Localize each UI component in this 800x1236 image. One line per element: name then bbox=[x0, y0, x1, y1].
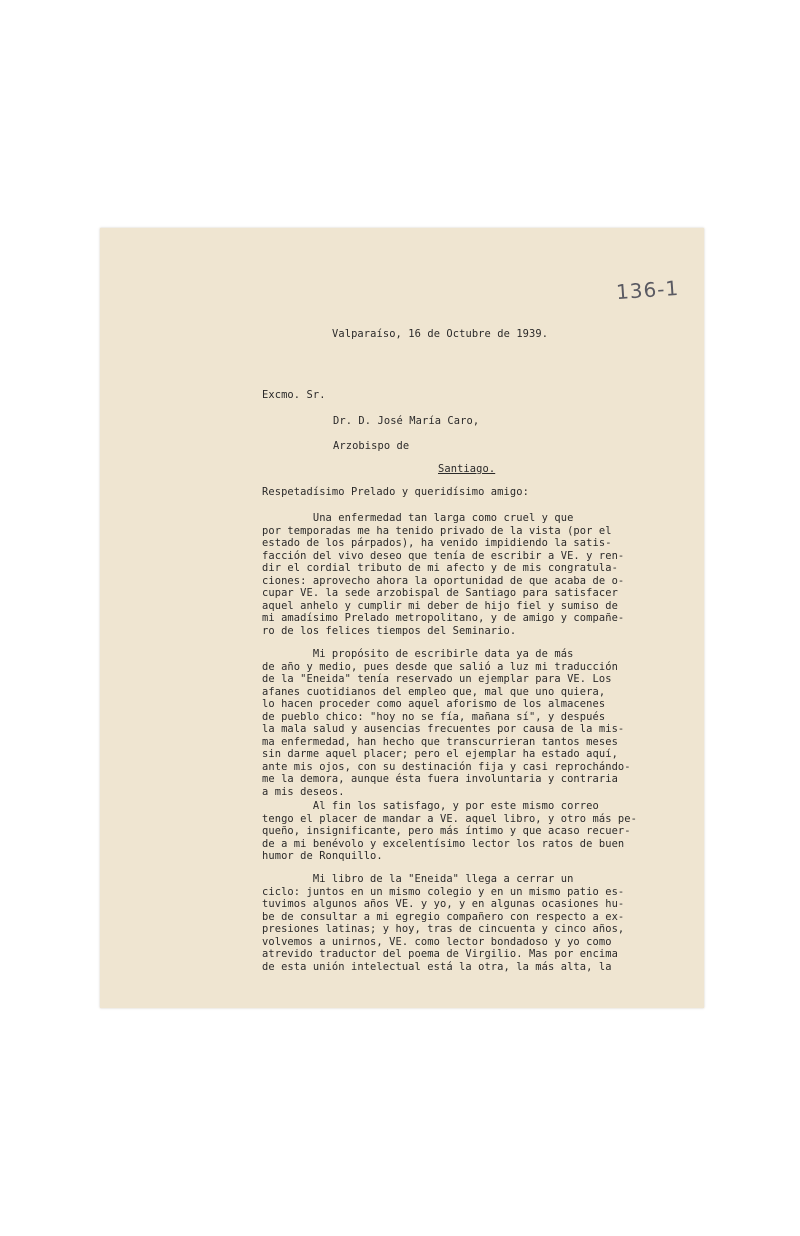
text-line: ante mis ojos, con su destinación fija y casi reprochándo- bbox=[262, 760, 631, 773]
paragraph-2 bbox=[262, 648, 631, 798]
text-line: tuvimos algunos años VE. y yo, y en algunas ocasiones hu- bbox=[262, 898, 625, 910]
text-line: afanes cuotidianos del empleo que, mal que uno quiera, bbox=[262, 685, 606, 698]
text-line: de la "Eneida" tenía reservado un ejemplar para VE. Los bbox=[262, 673, 612, 685]
text-line: facción del vivo deseo que tenía de escribir a VE. y ren- bbox=[262, 549, 625, 562]
text-line: cupar VE. la sede arzobispal de Santiago para satisfacer bbox=[262, 587, 618, 599]
text-line: sin darme aquel placer; pero el ejemplar ha estado aquí, bbox=[262, 748, 618, 760]
text-line: queño, insignificante, pero más íntimo y que acaso recuer- bbox=[262, 825, 631, 837]
paragraph-4 bbox=[262, 873, 624, 973]
text-line: de a mi benévolo y excelentísimo lector los ratos de buen bbox=[262, 837, 625, 850]
text-line: Al fin los satisfago, y por este mismo correo bbox=[262, 800, 599, 812]
text-line: mi amadísimo Prelado metropolitano, y de amigo y compañe- bbox=[262, 612, 625, 624]
text-line: de esta unión intelectual está la otra, la más alta, la bbox=[262, 960, 612, 973]
text-line: tengo el placer de mandar a VE. aquel libro, y otro más pe- bbox=[262, 812, 637, 825]
date-line: Valparaíso, 16 de Octubre de 1939. bbox=[332, 328, 549, 340]
text-line: la mala salud y ausencias frecuentes por causa de la mis- bbox=[262, 723, 625, 735]
text-line: atrevido traductor del poema de Virgilio. Mas por encima bbox=[262, 948, 618, 960]
text-line: volvemos a unirnos, VE. como lector bondadoso y yo como bbox=[262, 935, 612, 948]
text-line: por temporadas me ha tenido privado de la vista (por el bbox=[262, 524, 612, 537]
recipient-name: Dr. D. José María Caro, bbox=[333, 415, 480, 427]
text-line: Una enfermedad tan larga como cruel y que bbox=[262, 512, 574, 524]
recipient-city: Santiago. bbox=[438, 463, 496, 475]
text-line: presiones latinas; y hoy, tras de cincuenta y cinco años, bbox=[262, 923, 625, 935]
text-line: ciclo: juntos en un mismo colegio y en un mismo patio es- bbox=[262, 885, 625, 898]
text-line: de pueblo chico: "hoy no se fía, mañana sí", y después bbox=[262, 710, 606, 723]
recipient-position: Arzobispo de bbox=[333, 440, 410, 452]
greeting: Respetadísimo Prelado y queridísimo amigo: bbox=[262, 486, 529, 498]
text-line: aquel anhelo y cumplir mi deber de hijo fiel y sumiso de bbox=[262, 599, 618, 612]
text-line: estado de los párpados), ha venido impidiendo la satis- bbox=[262, 537, 612, 549]
salutation-title: Excmo. Sr. bbox=[262, 389, 326, 401]
paragraph-1 bbox=[262, 512, 624, 637]
text-line: a mis deseos. bbox=[262, 785, 345, 798]
text-line: ciones: aprovecho ahora la oportunidad de que acaba de o- bbox=[262, 574, 625, 587]
archive-number: 136-1 bbox=[615, 275, 680, 305]
text-line: Mi propósito de escribirle data ya de más bbox=[262, 648, 574, 660]
text-line: de año y medio, pues desde que salió a luz mi traducción bbox=[262, 660, 618, 673]
text-line: be de consultar a mi egregio compañero con respecto a ex- bbox=[262, 910, 625, 923]
text-line: Mi libro de la "Eneida" llega a cerrar un bbox=[262, 873, 574, 885]
text-line: me la demora, aunque ésta fuera involuntaria y contraria bbox=[262, 773, 618, 785]
letter-page bbox=[100, 228, 704, 1008]
paragraph-3 bbox=[262, 800, 637, 863]
text-line: ma enfermedad, han hecho que transcurrieran tantos meses bbox=[262, 735, 618, 748]
text-line: lo hacen proceder como aquel aforismo de los almacenes bbox=[262, 698, 606, 710]
text-line: ro de los felices tiempos del Seminario. bbox=[262, 624, 517, 637]
text-line: humor de Ronquillo. bbox=[262, 850, 383, 862]
text-line: dir el cordial tributo de mi afecto y de mis congratula- bbox=[262, 562, 618, 574]
